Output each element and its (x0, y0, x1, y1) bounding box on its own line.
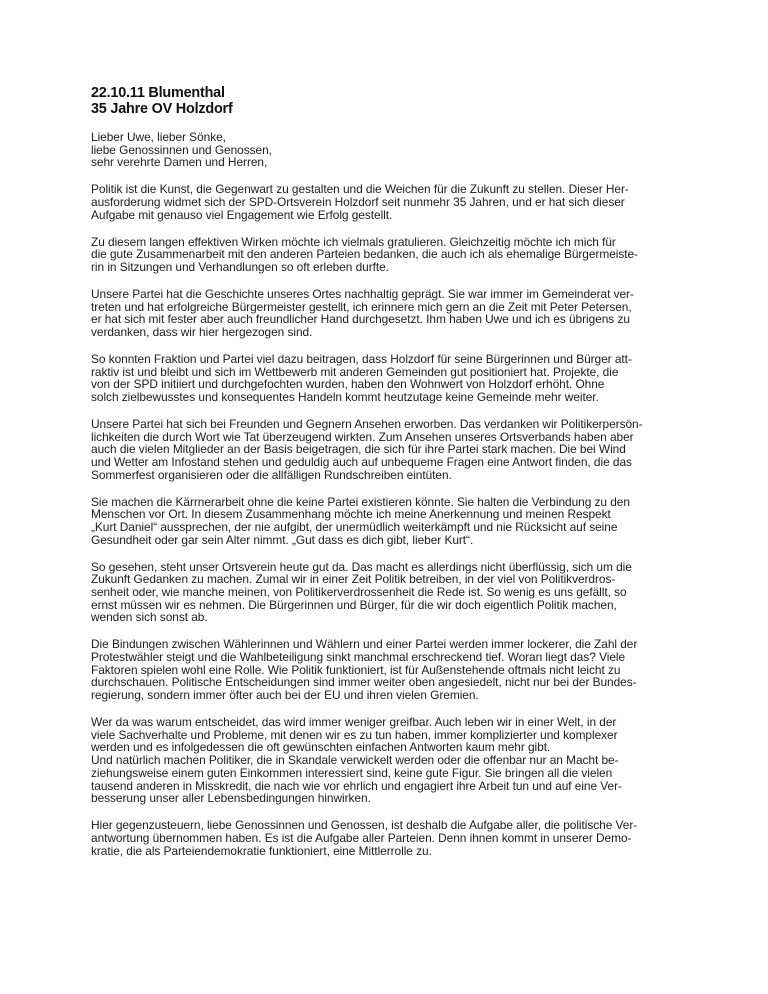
paragraph-line: „Kurt Daniel“ aussprechen, der nie aufgibt, der unermüdlich weiterkämpft und nie Rücksicht auf seine (91, 520, 618, 534)
paragraph-line: verdanken, dass wir hier hergezogen sind. (91, 325, 313, 339)
paragraph-line: Gesundheit oder gar sein Alter nimmt. „Gut dass es dich gibt, lieber Kurt“. (91, 532, 474, 547)
paragraph-line: Zukunft Gedanken zu machen. Zumal wir in einer Zeit Politik betreiben, in der viel von Politikverdros- (91, 572, 616, 587)
paragraph-line: tausend anderen in Misskredit, die nach wie vor ehrlich und engagiert ihre Arbeit tun und auf eine Ver- (91, 778, 622, 793)
paragraph-line: Faktoren spielen wohl eine Rolle. Wie Politik funktioniert, ist für Außenstehende oftmals nicht leicht zu (91, 662, 621, 677)
paragraph (91, 561, 711, 625)
paragraph-line: Die Bindungen zwischen Wählerinnen und Wählern und einer Partei werden immer lockerer, die Zahl der (91, 637, 638, 652)
paragraph (91, 819, 711, 857)
heading-title: 35 Jahre OV Holzdorf (91, 101, 233, 117)
paragraph-line: rin in Sitzungen und Verhandlungen so oft erleben durfte. (91, 260, 389, 274)
paragraph-line: Hier gegenzusteuern, liebe Genossinnen und Genossen, ist deshalb die Aufgabe aller, die politische Ver- (91, 818, 638, 833)
paragraph-line: auch die vielen Mitglieder an der Basis beigetragen, die sich für ihre Partei stark machen. Die bei Wind (91, 442, 626, 457)
paragraph-line: raktiv ist und bleibt und sich im Wettbewerb mit anderen Gemeinden gut positioniert hat. Projekte, die (91, 364, 619, 379)
paragraph-line: durchschauen. Politische Entscheidungen sind immer weiter oben angesiedelt, nicht nur bei der Bundes- (91, 675, 637, 690)
salutation (91, 131, 711, 169)
document-heading (91, 85, 711, 117)
paragraph-line: antwortung übernommen haben. Es ist die Aufgabe aller Parteien. Denn ihnen kommt in unserer Demo- (91, 830, 632, 845)
paragraph-line: So konnten Fraktion und Partei viel dazu beitragen, dass Holzdorf für seine Bürgerinnen und Bürger att- (91, 351, 632, 366)
paragraph (91, 638, 711, 702)
paragraph (91, 496, 711, 547)
paragraph-line: besserung unser aller Lebensbedingungen hinwirken. (91, 791, 371, 806)
paragraph-line: er hat sich mit fester aber auch freundlicher Hand durchgesetzt. Ihm haben Uwe und ich es übrigens zu (91, 312, 630, 327)
paragraph-line: treten und hat erfolgreiche Bürgermeister gestellt, ich erinnere mich gern an die Zeit mit Peter Petersen, (91, 299, 632, 314)
paragraph (91, 716, 711, 805)
paragraph-line: Unsere Partei hat die Geschichte unseres Ortes nachhaltig geprägt. Sie war immer im Gemeinderat ver- (91, 286, 634, 301)
paragraph (91, 418, 711, 482)
paragraph-line: senheit oder, wie manche meinen, von Politikerverdrossenheit die Rede ist. So wenig es uns gefällt, so (91, 585, 627, 599)
salutation-line: liebe Genossinnen und Genossen, (91, 142, 272, 157)
paragraph-line: ausforderung widmet sich der SPD-Ortsverein Holzdorf seit nunmehr 35 Jahren, und er hat sich dieser (91, 195, 625, 209)
paragraph-line: kratie, die als Parteiendemokratie funktioniert, eine Mittlerrolle zu. (91, 843, 432, 858)
paragraph-line: Wer da was warum entscheidet, das wird immer weniger greifbar. Auch leben wir in einer Welt, in der (91, 715, 617, 729)
paragraph-line: Menschen vor Ort. In diesem Zusammenhang möchte ich meine Anerkennung und meinen Respekt (91, 507, 611, 522)
paragraph-line: wenden sich sonst ab. (91, 610, 208, 625)
paragraph-line: Aufgabe mit genauso viel Engagement wie Erfolg gestellt. (91, 207, 393, 222)
paragraph-line: Politik ist die Kunst, die Gegenwart zu gestalten und die Weichen für die Zukunft zu stellen. Dieser Her- (91, 182, 629, 197)
paragraph-line: werden und es infolgedessen die oft gewünschten einfachen Antworten kaum mehr gibt. (91, 740, 551, 755)
paragraph-line: ziehungsweise einem guten Einkommen interessiert sind, keine gute Figur. Sie bringen all die vielen (91, 765, 613, 780)
paragraph-line: von der SPD initiiert und durchgefochten wurden, haben den Wohnwert von Holzdorf erhöht. Ohne (91, 377, 605, 392)
paragraph-line: solch zielbewusstes und konsequentes Handeln kommt heutzutage keine Gemeinde mehr weiter. (91, 390, 599, 404)
paragraph-line: lichkeiten die durch Wort wie Tat überzeugend wirkten. Zum Ansehen unseres Ortsverbands haben aber (91, 429, 634, 444)
speech-body (91, 183, 711, 857)
paragraph-line: Sommerfest organisieren oder die allfälligen Rundschreiben eintüten. (91, 467, 452, 482)
paragraph (91, 236, 711, 274)
paragraph (91, 288, 711, 339)
paragraph-line: viele Sachverhalte und Probleme, mit denen wir es zu tun haben, immer komplizierter und komplexer (91, 727, 618, 742)
paragraph-line: Unsere Partei hat sich bei Freunden und Gegnern Ansehen erworben. Das verdanken wir Politikerpersön- (91, 416, 643, 431)
paragraph-line: und Wetter am Infostand stehen und geduldig auch auf unbequeme Fragen eine Antwort finden, die das (91, 455, 632, 469)
paragraph (91, 183, 711, 221)
paragraph-line: ernst müssen wir es nehmen. Die Bürgerinnen und Bürger, für die wir doch eigentlich Politik machen, (91, 597, 617, 612)
heading-date-place: 22.10.11 Blumenthal (91, 85, 225, 101)
salutation-line: Lieber Uwe, lieber Sönke, (91, 130, 226, 144)
paragraph-line: Und natürlich machen Politiker, die in Skandale verwickelt werden oder die offenbar nur an Macht be- (91, 753, 619, 768)
paragraph-line: die gute Zusammenarbeit mit den anderen Parteien bedanken, die auch ich als ehemalige Bürgermeiste- (91, 247, 638, 262)
salutation-line: sehr verehrte Damen und Herren, (91, 155, 268, 170)
document-page (91, 85, 711, 871)
paragraph (91, 353, 711, 404)
paragraph-line: Sie machen die Kärrnerarbeit ohne die keine Partei existieren könnte. Sie halten die Verbindung zu den (91, 494, 630, 509)
paragraph-line: Protestwähler steigt und die Wahlbeteiligung sinkt manchmal erschreckend tief. Woran liegt das? Viele (91, 650, 626, 664)
paragraph-line: So gesehen, steht unser Ortsverein heute gut da. Das macht es allerdings nicht überflüssig, sich um die (91, 559, 632, 574)
paragraph-line: regierung, sondern immer öfter auch bei der EU und ihren vielen Gremien. (91, 688, 479, 703)
paragraph-line: Zu diesem langen effektiven Wirken möchte ich vielmals gratulieren. Gleichzeitig möchte ich mich für (91, 234, 616, 249)
